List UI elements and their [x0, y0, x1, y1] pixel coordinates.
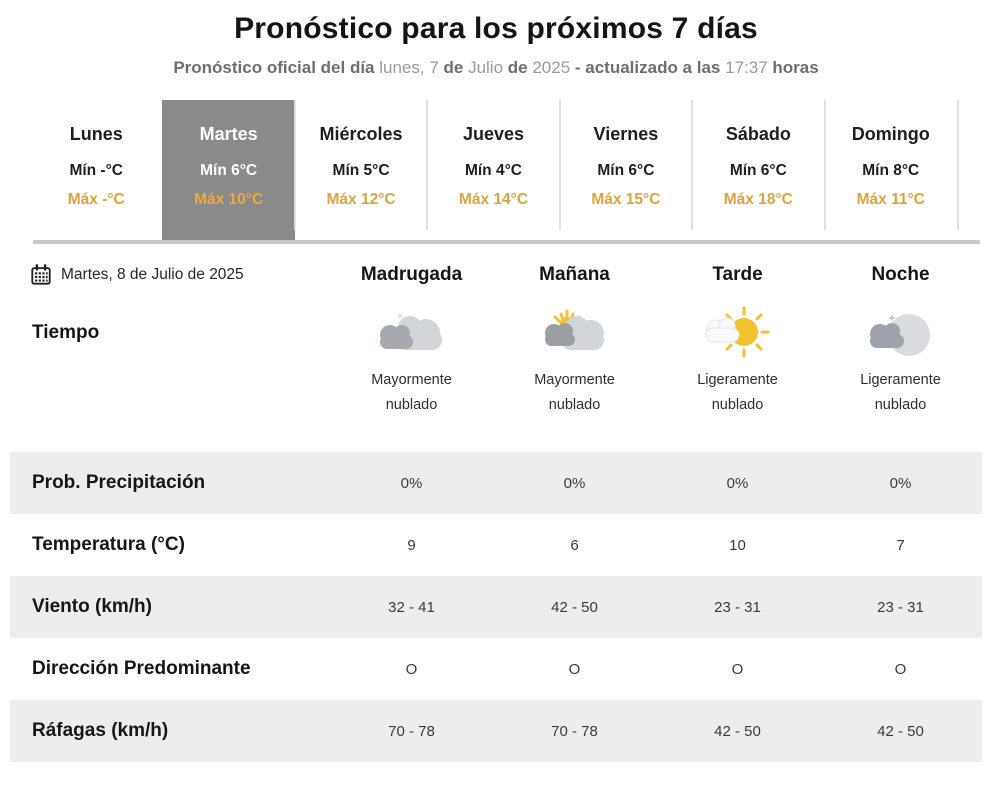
day-tab-lunes[interactable]	[30, 100, 162, 240]
table-row-temperatura	[10, 514, 982, 576]
tab-underline-bar	[33, 240, 980, 244]
subtitle-segment: lunes, 7	[379, 58, 444, 77]
subtitle-segment: horas	[772, 58, 819, 77]
day-name: Viernes	[593, 124, 659, 144]
subtitle-segment: de	[443, 58, 469, 77]
tiempo-row-label: Tiempo	[32, 322, 100, 343]
day-name: Jueves	[462, 124, 524, 144]
subtitle-segment: 17:37	[725, 58, 773, 77]
partly-cloudy-night-icon	[859, 306, 943, 364]
day-max: Máx 11°C	[856, 191, 925, 208]
subtitle-segment: - actualizado a las	[574, 58, 726, 77]
day-min: Mín 8°C	[862, 162, 920, 179]
day-tab-sabado[interactable]	[692, 100, 824, 240]
row-value: 42 - 50	[551, 598, 598, 616]
day-min: Mín -°C	[69, 162, 123, 179]
day-max: Máx 12°C	[326, 191, 396, 208]
tiempo-row	[10, 300, 982, 452]
condition-label: Ligeramente nublado	[697, 372, 778, 414]
page-title: Pronóstico para los próximos 7 días	[234, 12, 758, 45]
period-header-madrugada: Madrugada	[360, 264, 463, 285]
weather-cell-madrugada	[330, 300, 493, 452]
day-min: Mín 6°C	[597, 162, 655, 179]
day-tab-jueves[interactable]	[427, 100, 559, 240]
day-tab-miercoles[interactable]	[295, 100, 427, 240]
row-value: 10	[729, 536, 746, 554]
condition-label: Mayormente nublado	[534, 372, 615, 414]
row-value: 0%	[400, 474, 423, 492]
header	[0, 0, 992, 78]
row-value: 6	[570, 536, 579, 554]
day-min: Mín 4°C	[464, 162, 522, 179]
row-value: O	[731, 660, 744, 678]
table-row-viento	[10, 576, 982, 638]
day-min: Mín 6°C	[200, 162, 258, 179]
day-name: Sábado	[725, 124, 791, 144]
row-value: 23 - 31	[877, 598, 924, 616]
day-max: Máx 18°C	[723, 191, 793, 208]
table-row-precipitacion	[10, 452, 982, 514]
day-min: Mín 5°C	[332, 162, 390, 179]
day-tab-viernes[interactable]	[560, 100, 692, 240]
row-value: 70 - 78	[388, 722, 435, 740]
subtitle-segment: de	[507, 58, 533, 77]
table-row-direccion	[10, 638, 982, 700]
row-value: 9	[407, 536, 416, 554]
row-value: 0%	[563, 474, 586, 492]
day-max: Máx -°C	[67, 191, 125, 208]
row-value: 23 - 31	[714, 598, 761, 616]
period-header-noche: Noche	[871, 264, 930, 285]
weather-cell-manana	[493, 300, 656, 452]
row-label: Dirección Predominante	[32, 658, 251, 679]
row-label: Prob. Precipitación	[32, 472, 206, 493]
subtitle-segment: Julio	[468, 58, 508, 77]
day-min: Mín 6°C	[729, 162, 787, 179]
calendar-icon	[30, 264, 52, 286]
period-header-manana: Mañana	[539, 264, 610, 285]
row-value: O	[405, 660, 418, 678]
day-name: Miércoles	[319, 124, 403, 144]
day-max: Máx 14°C	[458, 191, 529, 208]
day-name: Domingo	[851, 124, 930, 144]
partly-cloudy-sun-icon	[696, 306, 780, 364]
day-name: Martes	[199, 124, 258, 144]
row-value: 42 - 50	[714, 722, 761, 740]
subtitle	[0, 58, 992, 78]
table-row-rafagas	[10, 700, 982, 762]
mostly-cloudy-sun-icon	[533, 306, 617, 364]
day-tab-domingo[interactable]	[825, 100, 957, 240]
day-max: Máx 10°C	[194, 191, 264, 208]
weather-cell-tarde	[656, 300, 819, 452]
row-value: O	[894, 660, 907, 678]
day-tabs	[30, 100, 957, 240]
subtitle-segment: 2025	[532, 58, 575, 77]
day-tab-martes[interactable]	[162, 100, 294, 240]
row-value: 7	[896, 536, 905, 554]
day-max: Máx 15°C	[591, 191, 661, 208]
row-value: 32 - 41	[388, 598, 435, 616]
row-label: Viento (km/h)	[32, 596, 152, 617]
mostly-cloudy-icon	[370, 306, 454, 364]
period-header-row	[10, 250, 982, 300]
selected-date	[10, 264, 330, 286]
row-value: 42 - 50	[877, 722, 924, 740]
row-label: Temperatura (°C)	[32, 534, 185, 555]
selected-date-label: Martes, 8 de Julio de 2025	[61, 266, 244, 283]
row-value: O	[568, 660, 581, 678]
condition-label: Ligeramente nublado	[860, 372, 941, 414]
condition-label: Mayormente nublado	[371, 372, 452, 414]
day-name: Lunes	[69, 124, 123, 144]
row-value: 0%	[889, 474, 912, 492]
subtitle-segment: Pronóstico oficial del día	[173, 58, 380, 77]
weather-cell-noche	[819, 300, 982, 452]
row-label: Ráfagas (km/h)	[32, 720, 169, 741]
row-value: 70 - 78	[551, 722, 598, 740]
row-value: 0%	[726, 474, 749, 492]
period-header-tarde: Tarde	[712, 264, 763, 285]
